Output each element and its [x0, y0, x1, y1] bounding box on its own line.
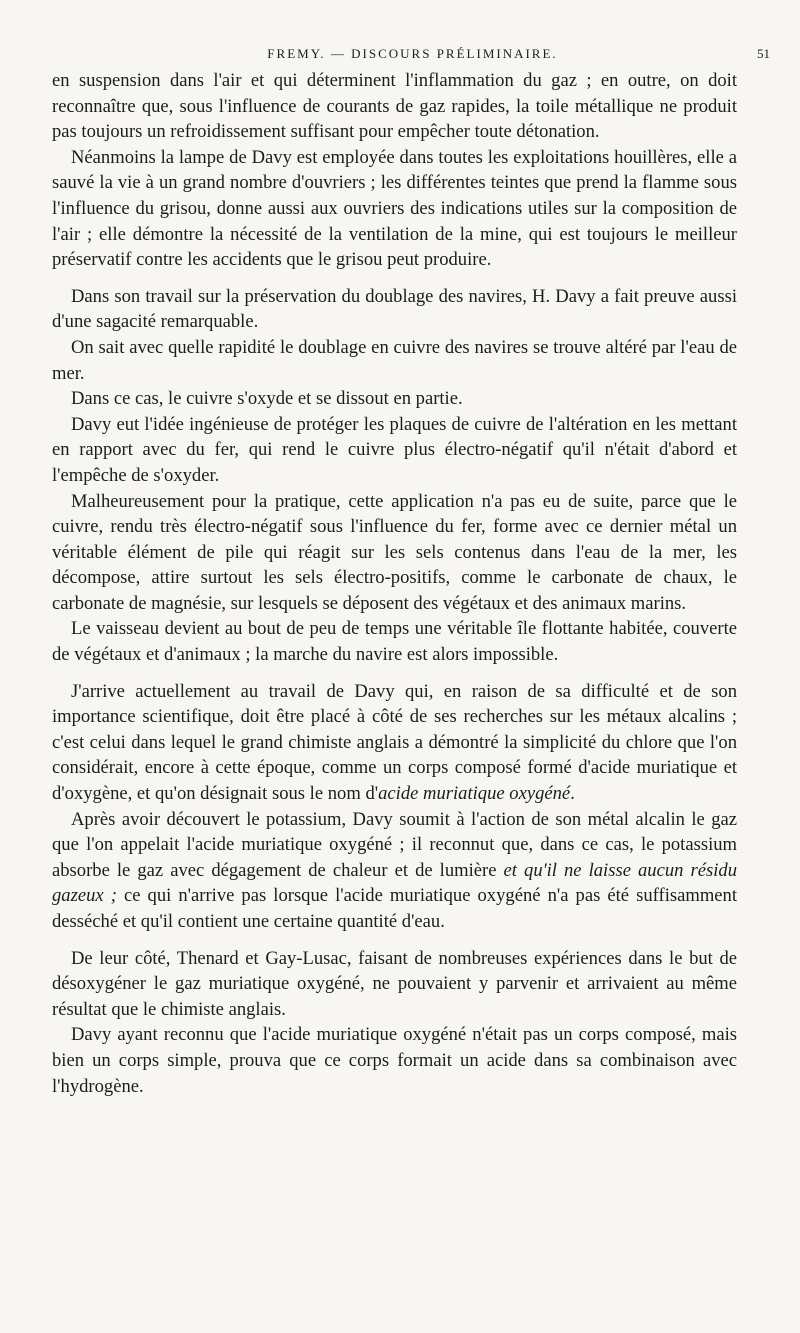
paragraph-text: J'arrive actuellement au travail de Davy qui, en raison de sa difficulté et de son importance scientifique, doit être placé à côté de ses recherches sur les métaux alcalins ; c'est celui dans lequel le grand chimiste anglais a démontré la simplicité du chlore que l'on considérait, encore à cette époque, comme un corps composé formé d'acide muriatique et d'oxygène, et qu'on désignait sous le nom d'	[52, 680, 737, 805]
paragraph: Davy eut l'idée ingénieuse de protéger les plaques de cuivre de l'altération en les mettant en rapport avec du fer, qui rend le cuivre plus électro-négatif qu'il n'était d'abord et l'empêche de s'oxyder.	[52, 413, 737, 486]
paragraph: Dans son travail sur la préservation du doublage des navires, H. Davy a fait preuve aussi d'une sagacité remarquable.	[52, 285, 737, 333]
italic-term: acide muriatique oxygéné	[378, 783, 571, 805]
running-title: FREMY. — DISCOURS PRÉLIMINAIRE.	[267, 46, 558, 61]
paragraph: Néanmoins la lampe de Davy est employée dans toutes les exploitations houillères, elle a sauvé la vie à un grand nombre d'ouvriers ; les différentes teintes que prend la flamme sous l'influence du grisou, donne aussi aux ouvriers des indications utiles sur la composition de l'air ; elle démontre la nécessité de la ventilation de la mine, qui est toujours le meilleur préservatif contre les accidents que le grisou peut produire.	[52, 146, 737, 271]
paragraph: De leur côté, Thenard et Gay-Lusac, faisant de nombreuses expériences dans le but de désoxygéner le gaz muriatique oxygéné, ne pouvaient y parvenir et arrivaient au même résultat que le chimiste anglais.	[52, 947, 737, 1020]
paragraph-text: Après avoir découvert le potassium, Davy soumit à l'action de son métal alcalin le gaz que l'on appelait l'acide muriatique oxygéné ; il reconnut que, dans ce cas, le potassium absorbe le gaz avec dégagement de chaleur et de lumière	[52, 808, 737, 881]
page-number: 51	[757, 46, 770, 61]
paragraph	[52, 679, 737, 807]
running-header	[55, 46, 770, 66]
paragraph: Malheureusement pour la pratique, cette application n'a pas eu de suite, parce que le cuivre, rendu très électro-négatif sous l'influence du fer, forme avec ce dernier métal un véritable élément de pile qui réagit sur les sels contenus dans l'eau de la mer, les décompose, attire surtout les sels électro-positifs, comme le carbonate de chaux, le carbonate de magnésie, sur lesquels se déposent des végétaux et des animaux marins.	[52, 490, 737, 614]
paragraph: Davy ayant reconnu que l'acide muriatique oxygéné n'était pas un corps composé, mais bien un corps simple, prouva que ce corps formait un acide dans sa combinaison avec l'hydrogène.	[52, 1024, 737, 1097]
paragraph: en suspension dans l'air et qui déterminent l'inflammation du gaz ; en outre, on doit reconnaître que, sous l'influence de courants de gaz rapides, la toile métallique ne produit pas toujours un refroidissement suffisant pour empêcher toute détonation.	[52, 70, 737, 143]
paragraph: On sait avec quelle rapidité le doublage en cuivre des navires se trouve altéré par l'eau de mer.	[52, 336, 737, 384]
paragraph: Dans ce cas, le cuivre s'oxyde et se dissout en partie.	[71, 388, 463, 410]
paragraph-text: .	[570, 783, 575, 805]
page-body	[52, 68, 737, 1099]
paragraph-text: ce qui n'arrive pas lorsque l'acide muriatique oxygéné n'a pas été suffisamment desséché et qu'il contient une certaine quantité d'eau.	[52, 885, 738, 932]
italic-phrase: et qu'il ne laisse aucun résidu gazeux ;	[52, 859, 737, 907]
paragraph	[52, 807, 737, 935]
paragraph: Le vaisseau devient au bout de peu de temps une véritable île flottante habitée, couverte de végétaux et d'animaux ; la marche du navire est alors impossible.	[52, 618, 737, 666]
